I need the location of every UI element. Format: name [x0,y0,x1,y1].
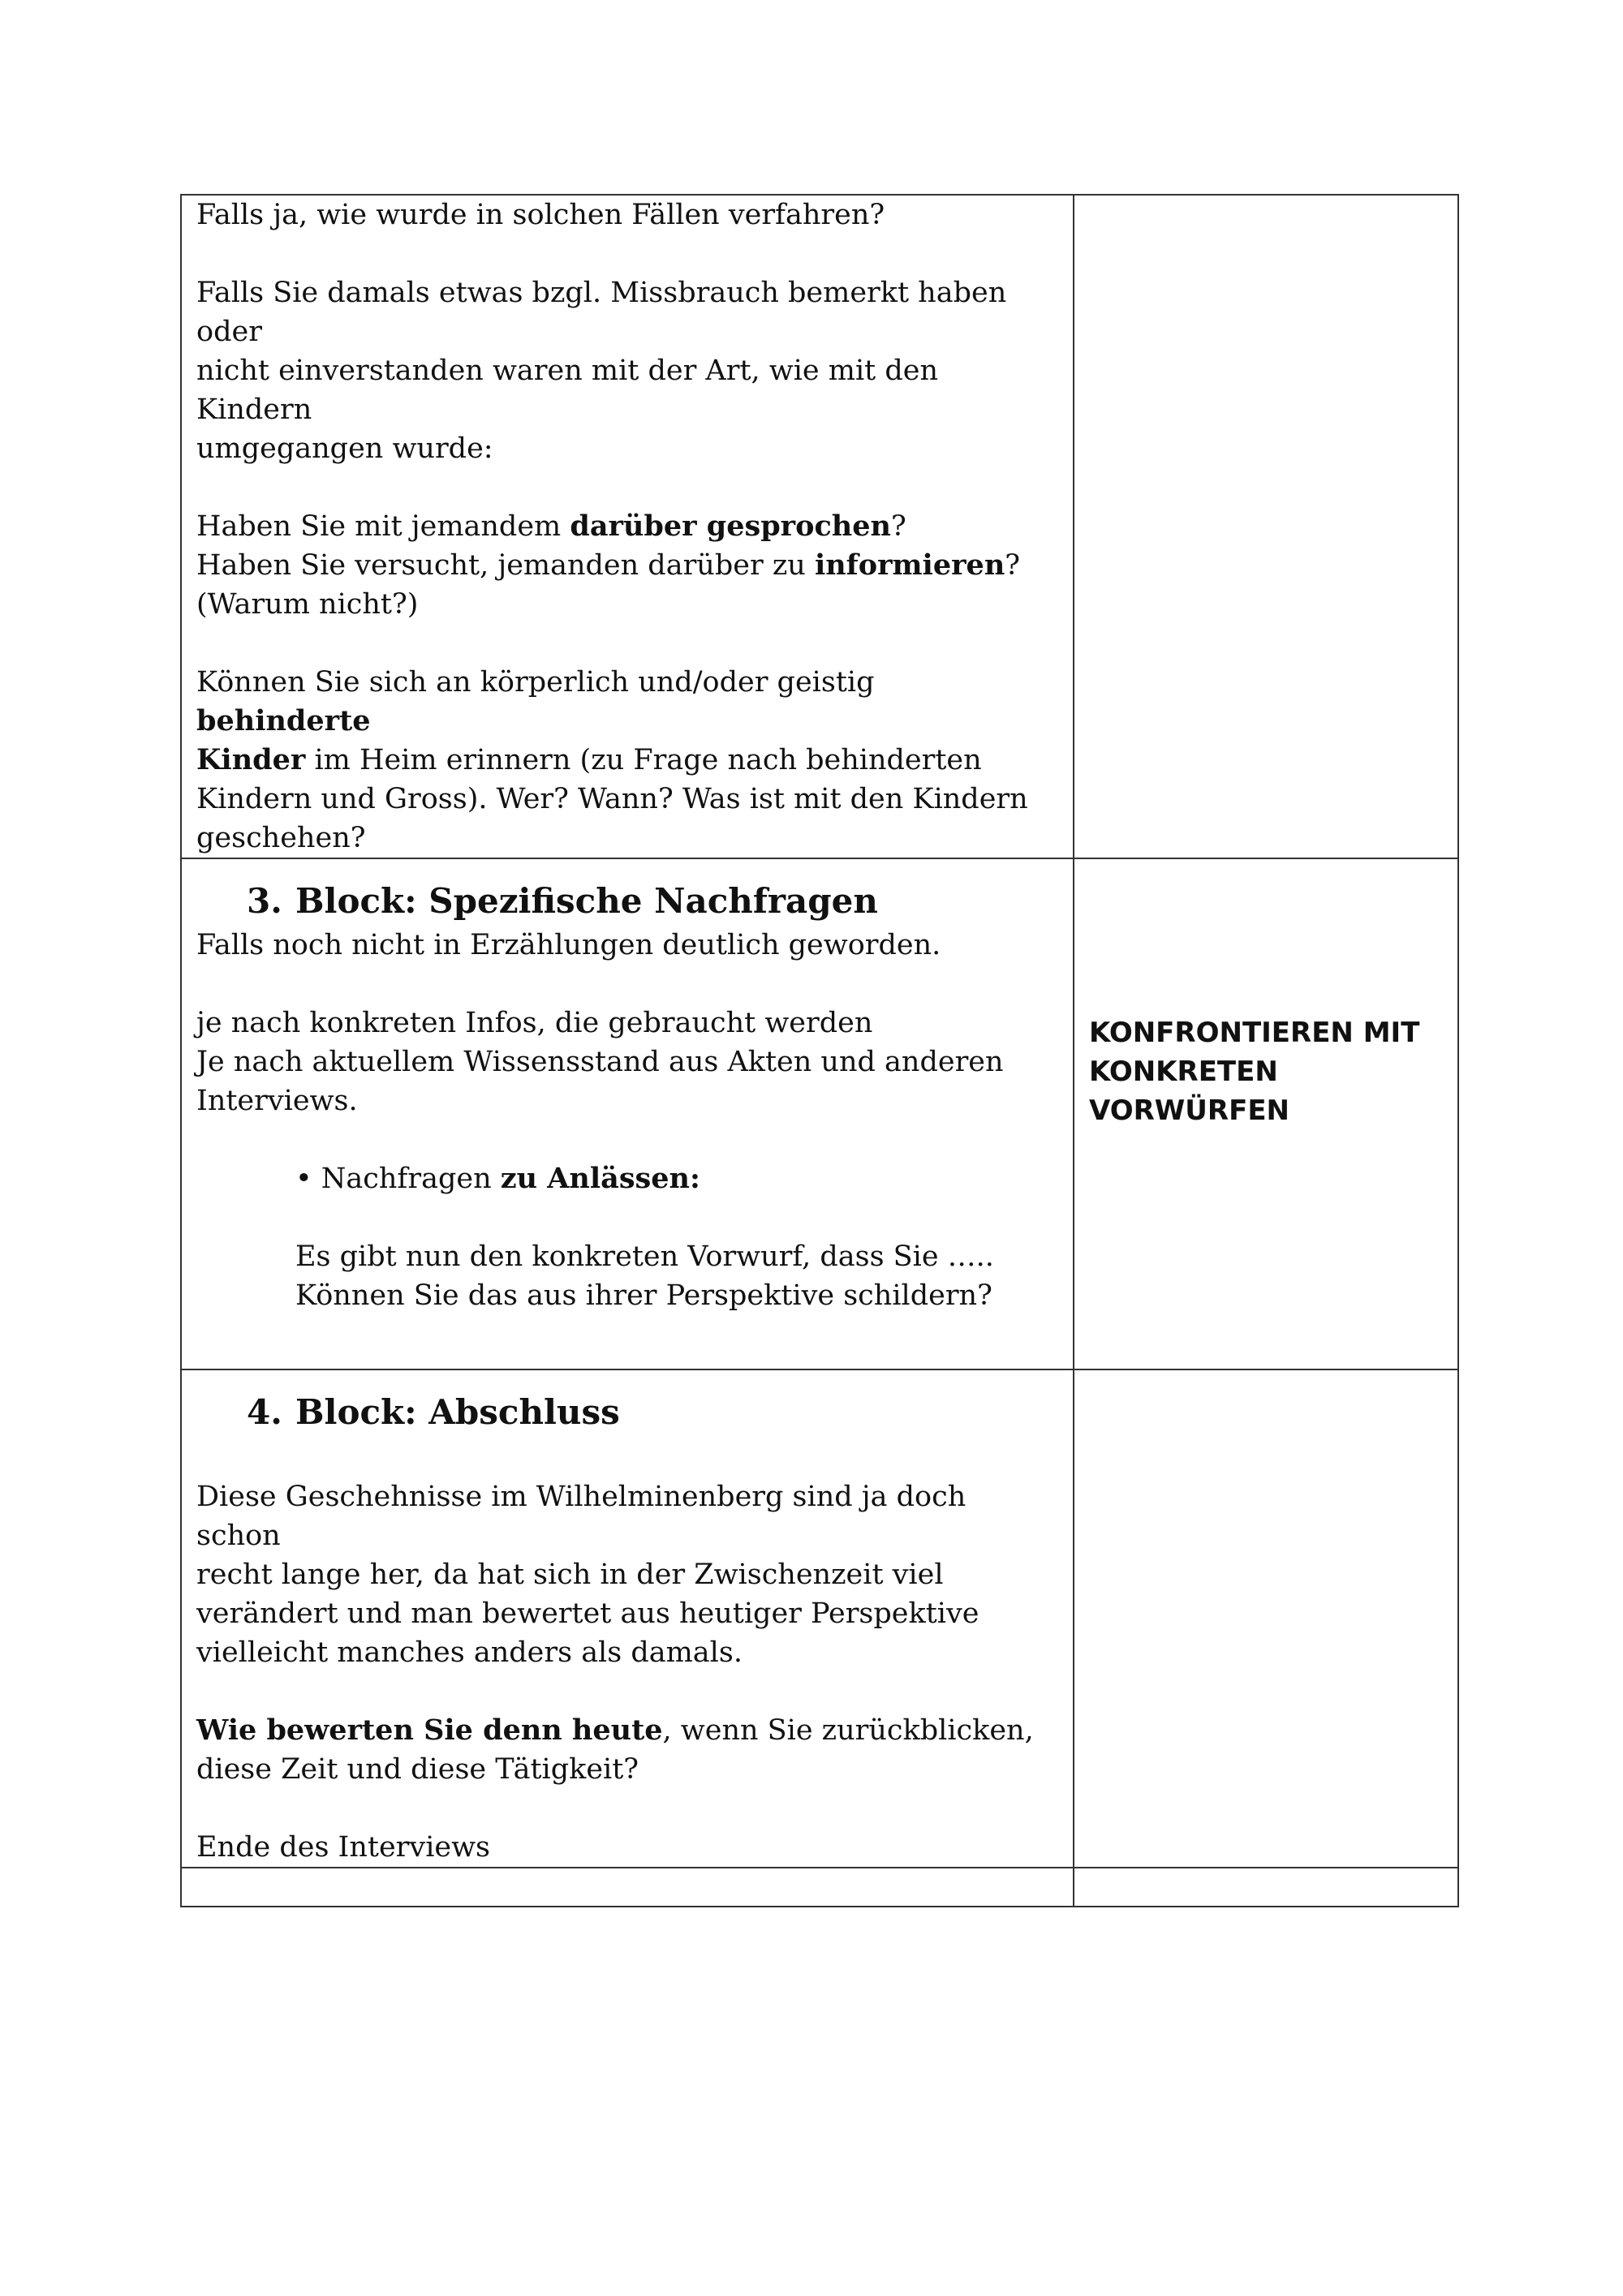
question-text: umgegangen wurde: [196,432,493,465]
question-text: Kinder im Heim erinnern (zu Frage nach behinderten [196,743,982,776]
question-cell [181,1369,1074,1868]
emphasis-text: behinderte [196,704,371,737]
question-text: Diese Geschehnisse im Wilhelminenberg sind ja doch schon [196,1481,966,1552]
block-heading: 4. Block: Abschluss [247,1392,620,1432]
question-text: verändert und man bewertet aus heutiger Perspektive [196,1597,979,1630]
question-text: Falls ja, wie wurde in solchen Fällen verfahren? [196,199,885,231]
note-text: VORWÜRFEN [1089,1094,1289,1127]
emphasis-text: Wie bewerten Sie denn heute [196,1713,663,1747]
question-text: geschehen? [196,822,366,854]
question-text: Je nach aktuellem Wissensstand aus Akten und anderen [196,1046,1004,1078]
table-row [181,1369,1458,1868]
emphasis-text: zu Anlässen: [500,1162,700,1195]
question-text: Falls Sie damals etwas bzgl. Missbrauch bemerkt haben oder [196,277,1007,348]
question-cell [181,195,1074,858]
question-text: Ende des Interviews [196,1831,491,1864]
emphasis-text: darüber gesprochen [570,510,891,543]
table-row [181,858,1458,1369]
question-text: recht lange her, da hat sich in der Zwischenzeit viel [196,1559,944,1591]
bullet-item: • Nachfragen zu Anlässen: [295,1162,700,1195]
block-heading: 3. Block: Spezifische Nachfragen [247,881,878,921]
notes-cell [1074,195,1458,858]
question-text: je nach konkreten Infos, die gebraucht werden [196,1007,873,1039]
note-text: KONFRONTIEREN MIT [1089,1017,1420,1049]
notes-cell [1074,1369,1458,1868]
question-text: Wie bewerten Sie denn heute, wenn Sie zurückblicken, [196,1713,1034,1747]
question-text: Können Sie sich an körperlich und/oder geistig behinderte [196,666,875,737]
question-text: Haben Sie versucht, jemanden darüber zu informieren? [196,548,1021,582]
question-text: diese Zeit und diese Tätigkeit? [196,1753,639,1786]
notes-cell [1074,858,1458,1369]
question-text: Falls noch nicht in Erzählungen deutlich geworden. [196,929,941,961]
note-text: KONKRETEN [1089,1056,1278,1088]
empty-cell [1074,1868,1458,1907]
question-text: Interviews. [196,1085,358,1117]
question-text: Es gibt nun den konkreten Vorwurf, dass Sie ….. [295,1240,994,1273]
question-text: vielleicht manches anders als damals. [196,1636,743,1669]
question-text: Können Sie das aus ihrer Perspektive schildern? [295,1279,992,1312]
interview-table [180,194,1459,1907]
question-text: nicht einverstanden waren mit der Art, wie mit den Kindern [196,355,938,426]
question-text: Kindern und Gross). Wer? Wann? Was ist mit den Kindern [196,783,1028,815]
emphasis-text: Kinder [196,743,306,776]
empty-cell [181,1868,1074,1907]
table-row [181,1868,1458,1907]
question-text: Haben Sie mit jemandem darüber gesprochen? [196,510,906,543]
question-cell [181,858,1074,1369]
table-row [181,195,1458,858]
question-text: (Warum nicht?) [196,588,419,621]
emphasis-text: informieren [814,548,1005,582]
